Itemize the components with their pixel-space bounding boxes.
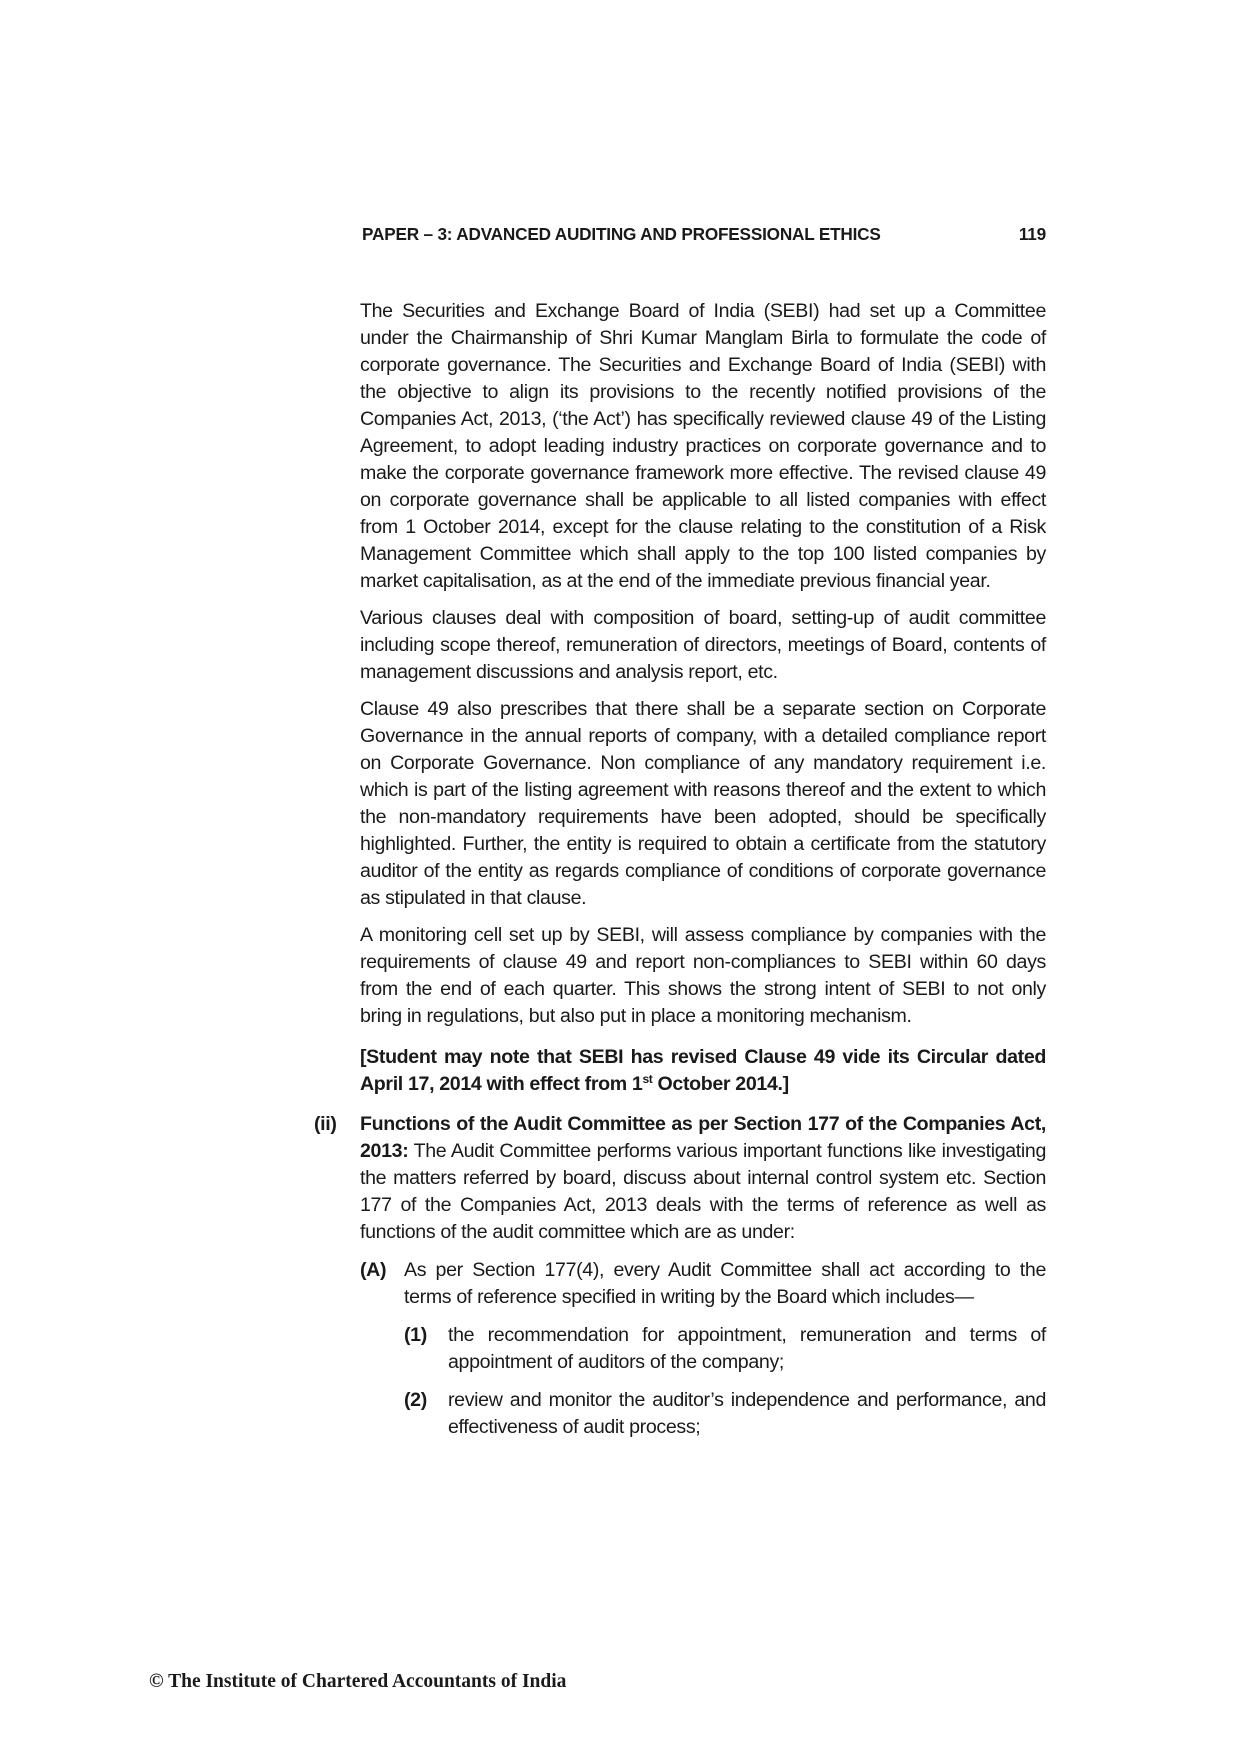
paragraph-sebi-committee: The Securities and Exchange Board of India (SEBI) had set up a Committee under the Chairmanship of Shri Kumar Manglam Birla to formulate the code of corporate governance. The Securities and Exchange Board of India (SEBI) with the objective to align its provisions to the recently notified provisions of the Companies Act, 2013, (‘the Act’) has specifically reviewed clause 49 of the Listing Agreement, to adopt leading industry practices on corporate governance and to make the corporate governance framework more effective. The revised clause 49 on corporate governance shall be applicable to all listed companies with effect from 1 October 2014, except for the clause relating to the constitution of a Risk Management Committee which shall apply to the top 100 listed companies by market capitalisation, as at the end of the immediate previous financial year. [360,300,1046,592]
student-note-text: [Student may note that SEBI has revised Clause 49 vide its Circular dated April 17, 2014 with effect from 1 [360,1046,1046,1095]
header-title: PAPER – 3: ADVANCED AUDITING AND PROFESSIONAL ETHICS [362,224,881,244]
sub-item-2-text: review and monitor the auditor’s independence and performance, and effectiveness of audit process; [448,1389,1046,1438]
list-item-ii-body [360,1111,1046,1246]
page-content [314,298,1046,1441]
student-note-tail: October 2014.] [652,1073,789,1095]
paragraph-clause-49: Clause 49 also prescribes that there shall be a separate section on Corporate Governance in the annual reports of company, with a detailed compliance report on Corporate Governance. Non compliance of any mandatory requirement i.e. which is part of the listing agreement with reasons thereof and the extent to which the non-mandatory requirements have been adopted, should be specifically highlighted. Further, the entity is required to obtain a certificate from the statutory auditor of the entity as regards compliance of conditions of corporate governance as stipulated in that clause. [360,698,1046,909]
sub-item-2-label: (2) [404,1389,427,1411]
sub-item-1 [360,1322,1046,1376]
list-item-ii [314,1111,1046,1441]
paragraph-monitoring-cell: A monitoring cell set up by SEBI, will assess compliance by companies with the requirements of clause 49 and report non-compliances to SEBI within 60 days from the end of each quarter. This shows the strong intent of SEBI to not only bring in regulations, but also put in place a monitoring mechanism. [360,924,1046,1027]
list-item-ii-label: (ii) [314,1113,337,1135]
audit-committee-text: The Audit Committee performs various important functions like investigating the matters referred by board, discuss about internal control system etc. Section 177 of the Companies Act, 2013 deals with the terms of reference as well as functions of the audit committee which are as under: [360,1140,1046,1243]
sub-item-1-label: (1) [404,1324,427,1346]
page-header [357,224,1046,248]
sub-item-2 [360,1387,1046,1441]
page-number: 119 [1018,224,1046,244]
page-footer: © The Institute of Chartered Accountants of India [149,1671,567,1692]
student-note [360,1044,1046,1098]
audit-committee-heading: Functions of the Audit Committee as per Section 177 of the Companies Act, 2013: [360,1113,1046,1162]
sub-item-1-text: the recommendation for appointment, remuneration and terms of appointment of auditors of the company; [448,1324,1046,1373]
student-note-superscript: st [642,1072,653,1086]
sub-item-a-text: As per Section 177(4), every Audit Committee shall act according to the terms of reference specified in writing by the Board which includes— [404,1259,1046,1308]
sub-item-a-label: (A) [360,1259,387,1281]
sub-item-a [360,1257,1046,1311]
paragraph-various-clauses: Various clauses deal with composition of board, setting-up of audit committee including scope thereof, remuneration of directors, meetings of Board, contents of management discussions and analysis report, etc. [360,607,1046,683]
